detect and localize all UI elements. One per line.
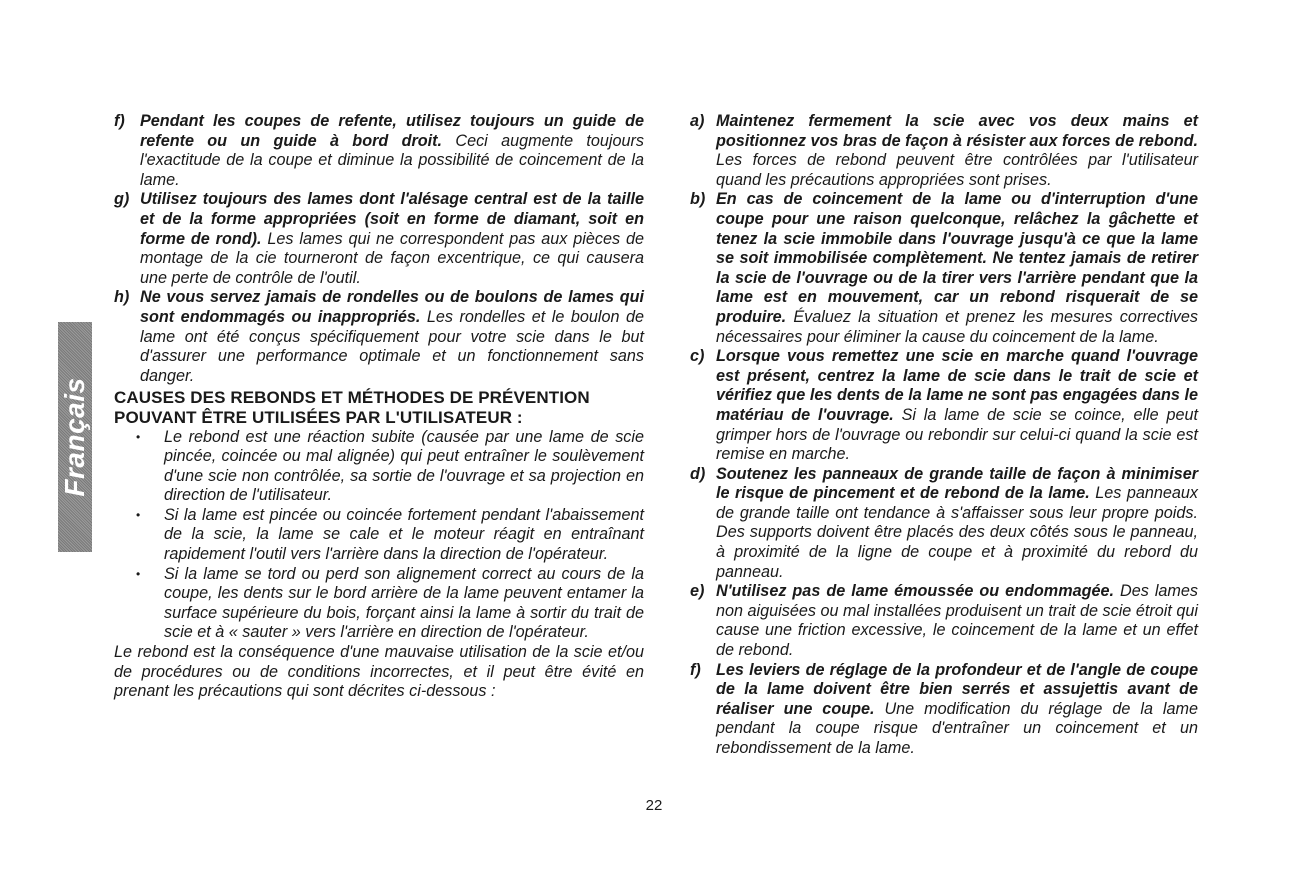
item-bold-text: Maintenez fermement la scie avec vos deux mains et positionnez vos bras de façon à résister aux forces de rebond. [716,112,1198,150]
bullet-item [114,428,644,506]
safety-item-c [690,347,1198,465]
bullet-item [114,506,644,565]
item-bold-text: Ne vous servez jamais de rondelles ou de boulons de lames qui sont endommagés ou inappropriés. [140,288,644,326]
bullet-item [114,565,644,643]
right-column [690,112,1198,759]
item-description: Évaluez la situation et prenez les mesures correctives nécessaires pour éliminer la cause du coincement de la lame. [716,307,1198,346]
bullet-dot-icon: • [136,566,141,581]
safety-item-a [690,112,1198,190]
safety-item-f [114,112,644,190]
item-label: a) [690,112,705,130]
page-number: 22 [645,797,663,814]
safety-item-f-right [690,661,1198,759]
safety-item-h [114,288,644,386]
item-bold-text: En cas de coincement de la lame ou d'interruption d'une coupe pour une raison quelconque, relâchez la gâchette et tenez la scie immobile dans l'ouvrage jusqu'à ce que la lame se soit immobilisée complètement. Ne tentez jamais de retirer la scie de l'ouvrage ou de la tirer vers l'arrière pendant que la lame est en mouvement, car un rebond risquerait de se produire. [716,190,1198,326]
item-description: Si la lame de scie se coince, elle peut grimper hors de l'ouvrage ou rebondir sur celui-ci quand la scie est remise en marche. [716,405,1198,464]
safety-item-e [690,582,1198,660]
item-label: e) [690,582,705,601]
bullet-text: Si la lame se tord ou perd son alignement correct au cours de la coupe, les dents sur le bord arrière de la lame peuvent entamer la surface supérieure du bois, forçant ainsi la lame à sortir du trait de scie et à « sauter » vers l'arrière en direction de l'opérateur. [164,564,644,642]
closing-paragraph: Le rebond est la conséquence d'une mauvaise utilisation de la scie et/ou de procédures ou de conditions incorrectes, et il peut être évité en prenant les précautions qui sont décrites ci-dessous : [114,643,644,701]
item-label: h) [114,288,130,307]
bullet-dot-icon: • [136,507,141,522]
item-description: Ceci augmente toujours l'exactitude de la coupe et diminue la possibilité de coincement de la lame. [140,131,644,189]
item-bold-text: Les leviers de réglage de la profondeur et de l'angle de coupe de la lame doivent être bien serrés et assujettis avant de réaliser une coupe. [716,660,1198,718]
bullet-dot-icon: • [136,429,141,444]
bullet-text: Si la lame est pincée ou coincée fortement pendant l'abaissement de la scie, la lame se cale et le moteur réagit en entraînant rapidement l'outil vers l'arrière dans la direction de l'opérateur. [164,505,644,564]
section-heading: CAUSES DES REBONDS ET MÉTHODES DE PRÉVENTION POUVANT ÊTRE UTILISÉES PAR L'UTILISATEUR : [114,388,590,427]
safety-item-d [690,465,1198,583]
item-bold-text: Pendant les coupes de refente, utilisez toujours un guide de refente ou un guide à bord droit. [140,112,644,150]
safety-item-g [114,190,644,288]
item-description: Les lames qui ne correspondent pas aux pièces de montage de la cie tourneront de façon excentrique, ce qui causera une perte de contrôle de l'outil. [140,229,644,287]
item-description: Les rondelles et le boulon de lame ont été conçus spécifiquement pour votre scie dans le but d'assurer une performance optimale et un fonctionnement sans danger. [140,307,644,385]
item-description: Une modification du réglage de la lame pendant la coupe risque d'entraîner un coincement et un rebondissement de la lame. [716,699,1199,757]
item-description: Les forces de rebond peuvent être contrôlées par l'utilisateur quand les précautions appropriées sont prises. [716,151,1198,189]
item-bold-text: N'utilisez pas de lame émoussée ou endommagée. [716,582,1114,601]
item-label: b) [690,190,706,209]
bullet-text: Le rebond est une réaction subite (causée par une lame de scie pincée, coincée ou mal alignée) qui peut entraîner le soulèvement d'une scie non contrôlée, sa sortie de l'ouvrage et sa projection en direction de l'utilisateur. [164,427,644,505]
language-tab-label: Français [59,377,90,497]
left-column [114,112,644,702]
item-label: f) [690,660,701,679]
safety-item-b [690,190,1198,347]
item-label: d) [690,464,706,483]
item-description: Les panneaux de grande taille ont tendance à s'affaisser sous leur propre poids. Des supports doivent être placés des deux côtés sous le panneau, à proximité de la ligne de coupe et à proximité du rebord du panneau. [716,484,1198,581]
item-bold-text: Lorsque vous remettez une scie en marche quand l'ouvrage est présent, centrez la lame de scie dans le trait de scie et vérifiez que les dents de la lame ne sont pas engagées dans le matériau de l'ouvrage. [716,347,1198,424]
item-label: f) [114,112,125,130]
language-side-tab [58,322,92,552]
item-description: Des lames non aiguisées ou mal installées produisent un trait de scie étroit qui cause une friction excessive, le coincement de la lame et un effet de rebond. [716,582,1198,660]
item-label: c) [690,347,705,366]
item-label: g) [114,190,130,209]
item-bold-text: Soutenez les panneaux de grande taille de façon à minimiser le risque de pincement et de rebond de la lame. [716,464,1198,503]
item-bold-text: Utilisez toujours des lames dont l'alésage central est de la taille et de la forme appropriées (soit en forme de diamant, soit en forme de rond). [140,190,644,248]
